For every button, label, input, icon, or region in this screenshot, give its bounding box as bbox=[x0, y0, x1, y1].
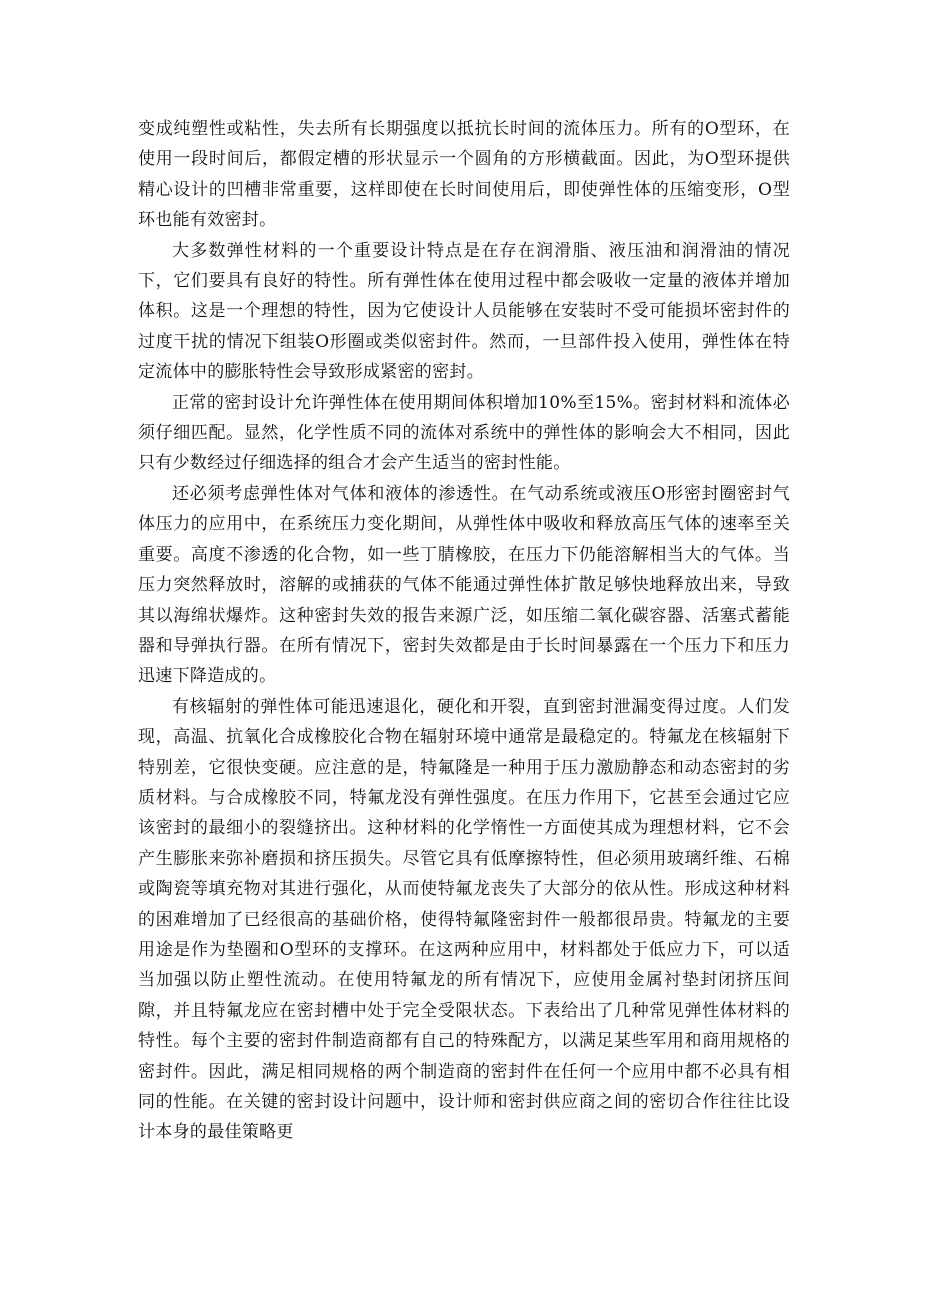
paragraph-2: 大多数弹性材料的一个重要设计特点是在存在润滑脂、液压油和润滑油的情况下，它们要具有良好的特性。所有弹性体在使用过程中都会吸收一定量的液体并增加体积。这是一个理想的特性，因为它使设计人员能够在安装时不受可能损坏密封件的过度干扰的情况下组装O形圈或类似密封件。然而，一旦部件投入使用，弹性体在特定流体中的膨胀特性会导致形成紧密的密封。 bbox=[138, 240, 790, 383]
paragraph-1: 变成纯塑性或粘性，失去所有长期强度以抵抗长时间的流体压力。所有的O型环，在使用一段时间后，都假定槽的形状显示一个圆角的方形横截面。因此，为O型环提供精心设计的凹槽非常重要，这样即使在长时间使用后，即使弹性体的压缩变形，O型环也能有效密封。 bbox=[138, 119, 790, 231]
paragraph-4: 还必须考虑弹性体对气体和液体的渗透性。在气动系统或液压O形密封圈密封气体压力的应用中，在系统压力变化期间，从弹性体中吸收和释放高压气体的速率至关重要。高度不渗透的化合物，如一些丁腈橡胶，在压力下仍能溶解相当大的气体。当压力突然释放时，溶解的或捕获的气体不能通过弹性体扩散足够快地释放出来，导致其以海绵状爆炸。这种密封失效的报告来源广泛，如压缩二氧化碳容器、活塞式蓄能器和导弹执行器。在所有情况下，密封失效都是由于长时间暴露在一个压力下和压力迅速下降造成的。 bbox=[138, 483, 790, 687]
paragraph-5: 有核辐射的弹性体可能迅速退化，硬化和开裂，直到密封泄漏变得过度。人们发现，高温、抗氧化合成橡胶化合物在辐射环境中通常是最稳定的。特氟龙在核辐射下特别差，它很快变硬。应注意的是，特氟隆是一种用于压力激励静态和动态密封的劣质材料。与合成橡胶不同，特氟龙没有弹性强度。在压力作用下，它甚至会通过它应该密封的最细小的裂缝挤出。这种材料的化学惰性一方面使其成为理想材料，它不会产生膨胀来弥补磨损和挤压损失。尽管它具有低摩擦特性，但必须用玻璃纤维、石棉或陶瓷等填充物对其进行强化，从而使特氟龙丧失了大部分的依从性。形成这种材料的困难增加了已经很高的基础价格，使得特氟隆密封件一般都很昂贵。特氟龙的主要用途是作为垫圈和O型环的支撑环。在这两种应用中，材料都处于低应力下，可以适当加强以防止塑性流动。在使用特氟龙的所有情况下，应使用金属衬垫封闭挤压间隙，并且特氟龙应在密封槽中处于完全受限状态。下表给出了几种常见弹性体材料的特性。每个主要的密封件制造商都有自己的特殊配方，以满足某些军用和商用规格的密封件。因此，满足相同规格的两个制造商的密封件在任何一个应用中都不必具有相同的性能。在关键的密封设计问题中，设计师和密封供应商之间的密切合作往往比设计本身的最佳策略更 bbox=[138, 696, 790, 1143]
paragraph-3: 正常的密封设计允许弹性体在使用期间体积增加10%至15%。密封材料和流体必须仔细匹配。显然，化学性质不同的流体对系统中的弹性体的影响会大不相同，因此只有少数经过仔细选择的组合才会产生适当的密封性能。 bbox=[138, 392, 790, 474]
document-body bbox=[138, 114, 790, 1148]
